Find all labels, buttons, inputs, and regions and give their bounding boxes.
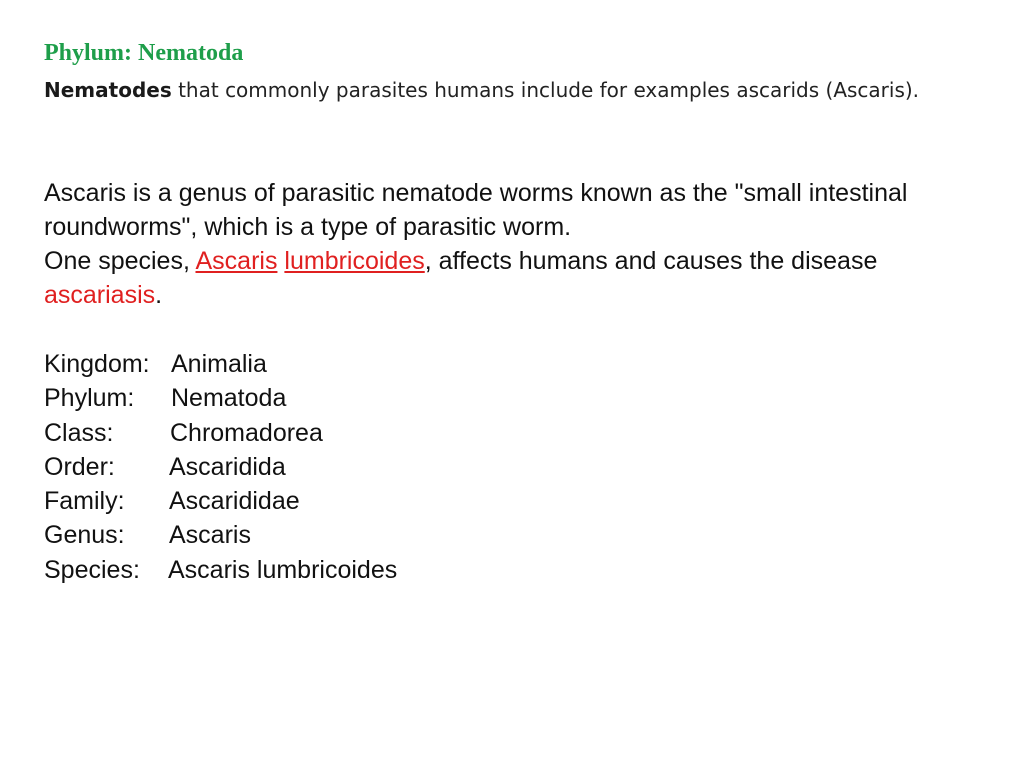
taxonomy-label: Phylum:	[44, 384, 135, 413]
ascariasis-term: ascariasis	[44, 281, 156, 309]
taxonomy-value: Ascaridida	[169, 452, 286, 481]
description-line-2-prefix: One species,	[44, 247, 196, 275]
taxonomy-value: Chromadorea	[170, 418, 323, 447]
taxonomy-label: Order:	[44, 452, 115, 481]
description-paragraph	[44, 176, 964, 312]
taxonomy-value: Animalia	[171, 350, 267, 378]
intro-text	[44, 73, 944, 107]
ascaris-link[interactable]: Ascaris	[195, 247, 278, 275]
taxonomy-label: Family:	[44, 487, 125, 516]
taxonomy-value: Ascarididae	[169, 487, 300, 516]
taxonomy-value: Nematoda	[171, 384, 287, 413]
taxonomy-label: Species:	[44, 555, 140, 584]
intro-rest: that commonly parasites humans include for examples ascarids (Ascaris).	[171, 78, 920, 102]
taxonomy-label: Kingdom:	[44, 350, 150, 378]
slide-heading: Phylum: Nematoda	[44, 40, 244, 66]
description-line-2-suffix: , affects humans and causes the disease	[424, 247, 878, 275]
taxonomy-label: Class:	[44, 418, 114, 447]
description-line-1: Ascaris is a genus of parasitic nematode worms known as the "small intestinal roundworms", which is a type of parasitic worm.	[44, 179, 908, 241]
taxonomy-value: Ascaris	[169, 521, 251, 550]
description-period: .	[155, 281, 163, 309]
intro-term: Nematodes	[44, 78, 172, 102]
taxonomy-label: Genus:	[44, 521, 125, 550]
lumbricoides-link[interactable]: lumbricoides	[284, 247, 425, 275]
taxonomy-value: Ascaris lumbricoides	[168, 555, 398, 584]
